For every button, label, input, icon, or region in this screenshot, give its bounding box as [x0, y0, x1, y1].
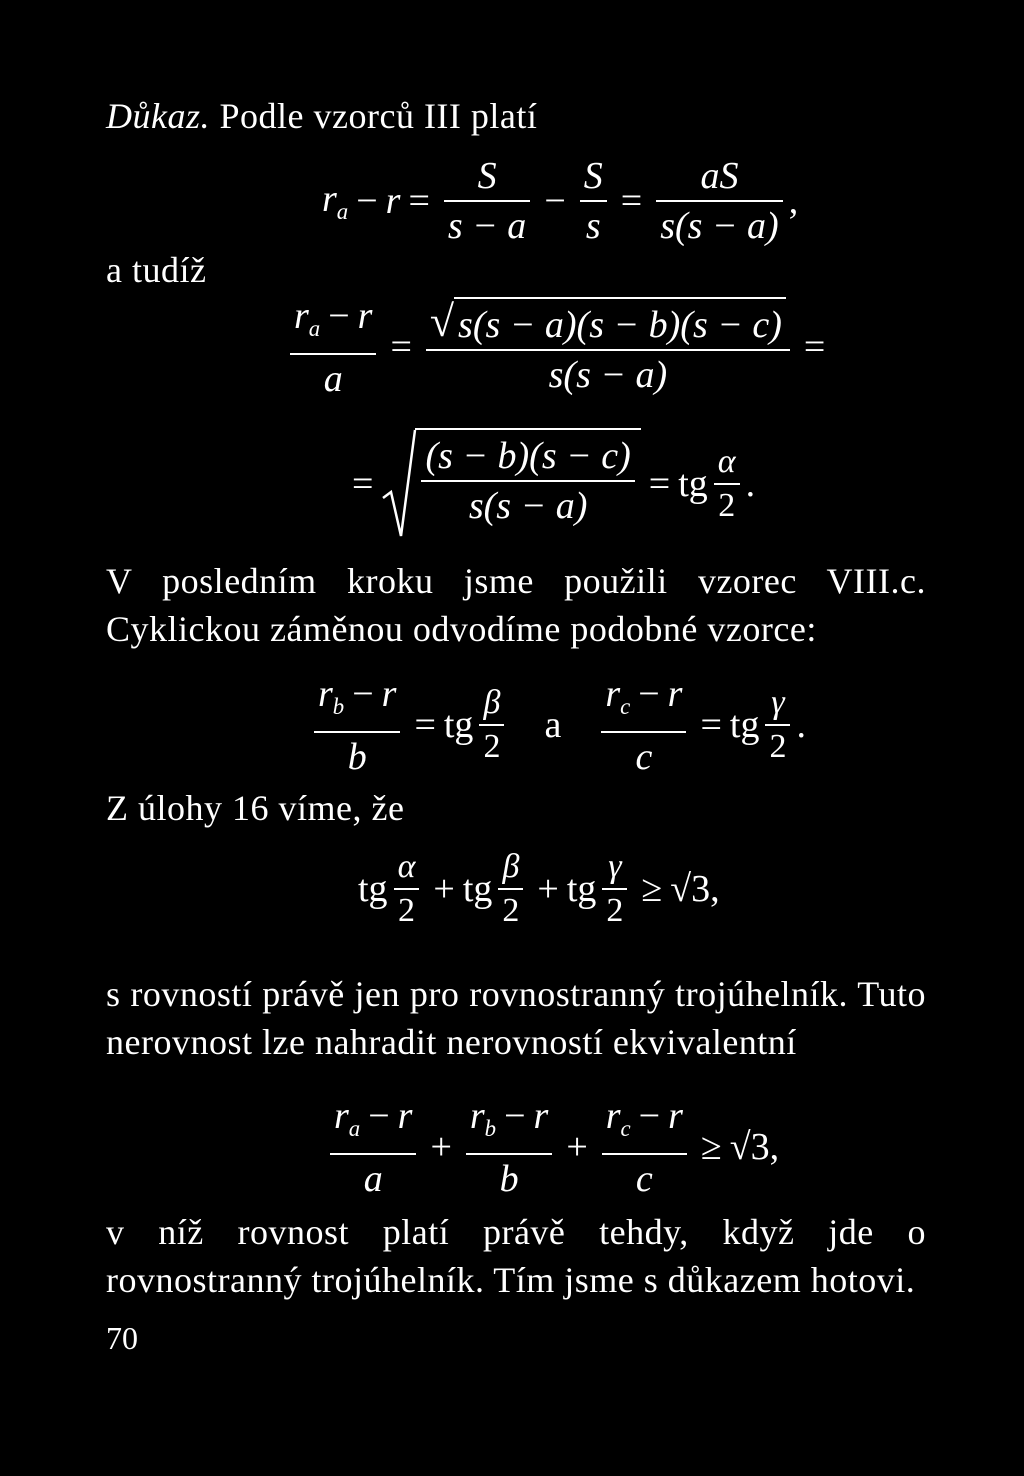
- eq5-plus1: +: [433, 868, 455, 910]
- eq1-eq2: =: [620, 180, 643, 222]
- eq1-minus-2: −: [544, 180, 566, 222]
- eq1-minus: −: [356, 180, 378, 222]
- eq1-r: r: [385, 180, 401, 222]
- eq5-plus2: +: [537, 868, 559, 910]
- eq1-frac-3: $\frac{aS}{s(s - a)}$: [656, 154, 783, 248]
- paragraph-1-text: V posledním kroku jsme použili vzorec VIII.c. Cyklickou záměnou odvodíme podobné vzorce:: [106, 561, 926, 649]
- eq5-geq: ≥: [641, 868, 663, 910]
- paragraph-2: [106, 784, 926, 832]
- eq6-frac-a: $\frac{r_a - r}{a}$: [330, 1094, 416, 1201]
- eq1-ra: $r_a$: [322, 178, 349, 224]
- eq4-and: a: [544, 704, 562, 747]
- eq1-frac-1: $\frac{S}{s - a}$: [444, 154, 530, 248]
- intro-text: Podle vzorců III platí: [219, 96, 538, 136]
- eq5-half-beta: $\frac{\beta}{2}$: [498, 848, 523, 930]
- eq3-sqrt: $\frac{(s - b)(s - c)}{s(s - a)}$: [381, 428, 640, 540]
- page-number: 70: [106, 1320, 138, 1356]
- eq4-frac-c: $\frac{r_c - r}{c}$: [601, 672, 686, 779]
- eq4-half-gamma: $\frac{\gamma}{2}$: [765, 684, 790, 766]
- equation-6: [324, 1094, 779, 1201]
- eq3-period: .: [745, 463, 756, 505]
- equation-4: [308, 672, 806, 779]
- eq4-tg2: tg: [729, 704, 760, 747]
- eq6-plus1: +: [430, 1126, 452, 1169]
- eq5-half-alpha: $\frac{\alpha}{2}$: [394, 848, 420, 930]
- eq5-half-gamma: $\frac{\gamma}{2}$: [602, 848, 627, 930]
- eq4-frac-b: $\frac{r_b - r}{b}$: [314, 672, 400, 779]
- eq4-eq1: =: [414, 704, 436, 747]
- eq3-eq: =: [352, 463, 374, 505]
- eq4-tg1: tg: [443, 704, 474, 747]
- paragraph-3: [106, 970, 926, 1066]
- eq2-eq2: =: [803, 326, 826, 369]
- eq5-tg3: tg: [566, 868, 597, 910]
- equation-2: [284, 294, 833, 401]
- eq5-tg1: tg: [358, 868, 388, 910]
- equation-1: [322, 154, 798, 248]
- eq4-period: .: [796, 704, 806, 747]
- eq3-half-alpha: $\frac{\alpha}{2}$: [714, 443, 740, 525]
- eq4-eq2: =: [700, 704, 722, 747]
- paragraph-4-text: v níž rovnost platí právě tehdy, když jde o rovnostranný trojúhelník. Tím jsme s důkazem hotovi.: [106, 1212, 926, 1300]
- eq1-frac-2: $\frac{S}{s}$: [580, 154, 607, 248]
- eq6-sqrt3: √3: [729, 1126, 770, 1169]
- eq1-comma: ,: [788, 180, 799, 222]
- eq6-frac-c: $\frac{r_c - r}{c}$: [602, 1094, 687, 1201]
- eq2-eq: =: [390, 326, 412, 369]
- eq2-frac-right: √ s(s − a)(s − b)(s − c) s(s − a): [426, 297, 790, 397]
- eq5-sqrt3: √3: [670, 868, 711, 910]
- paragraph-3-text: s rovností právě jen pro rovnostranný trojúhelník. Tuto nerovnost lze nahradit nerovností ekvivalentní: [106, 974, 926, 1062]
- a-tudiz-text: a tudíž: [106, 250, 207, 290]
- eq6-comma: ,: [769, 1126, 780, 1169]
- equation-3: [344, 428, 755, 540]
- proof-label: Důkaz.: [106, 96, 210, 136]
- eq6-geq: ≥: [700, 1126, 722, 1169]
- eq2-frac-left: $\frac{r_a - r}{a}$: [290, 294, 376, 401]
- eq6-frac-b: $\frac{r_b - r}{b}$: [466, 1094, 552, 1201]
- eq5-comma: ,: [710, 868, 720, 910]
- paragraph-1: [106, 557, 926, 653]
- paragraph-2-text: Z úlohy 16 víme, že: [106, 788, 405, 828]
- equation-5: [358, 848, 720, 930]
- eq3-eq2: =: [648, 463, 671, 505]
- paragraph-4: [106, 1208, 926, 1304]
- eq4-half-beta: $\frac{\beta}{2}$: [479, 684, 504, 766]
- intro-line: [106, 92, 926, 140]
- eq6-plus2: +: [566, 1126, 588, 1169]
- eq5-tg2: tg: [462, 868, 493, 910]
- a-tudiz-line: [106, 246, 926, 294]
- eq1-eq1: =: [408, 180, 430, 222]
- eq3-tg: tg: [678, 463, 708, 505]
